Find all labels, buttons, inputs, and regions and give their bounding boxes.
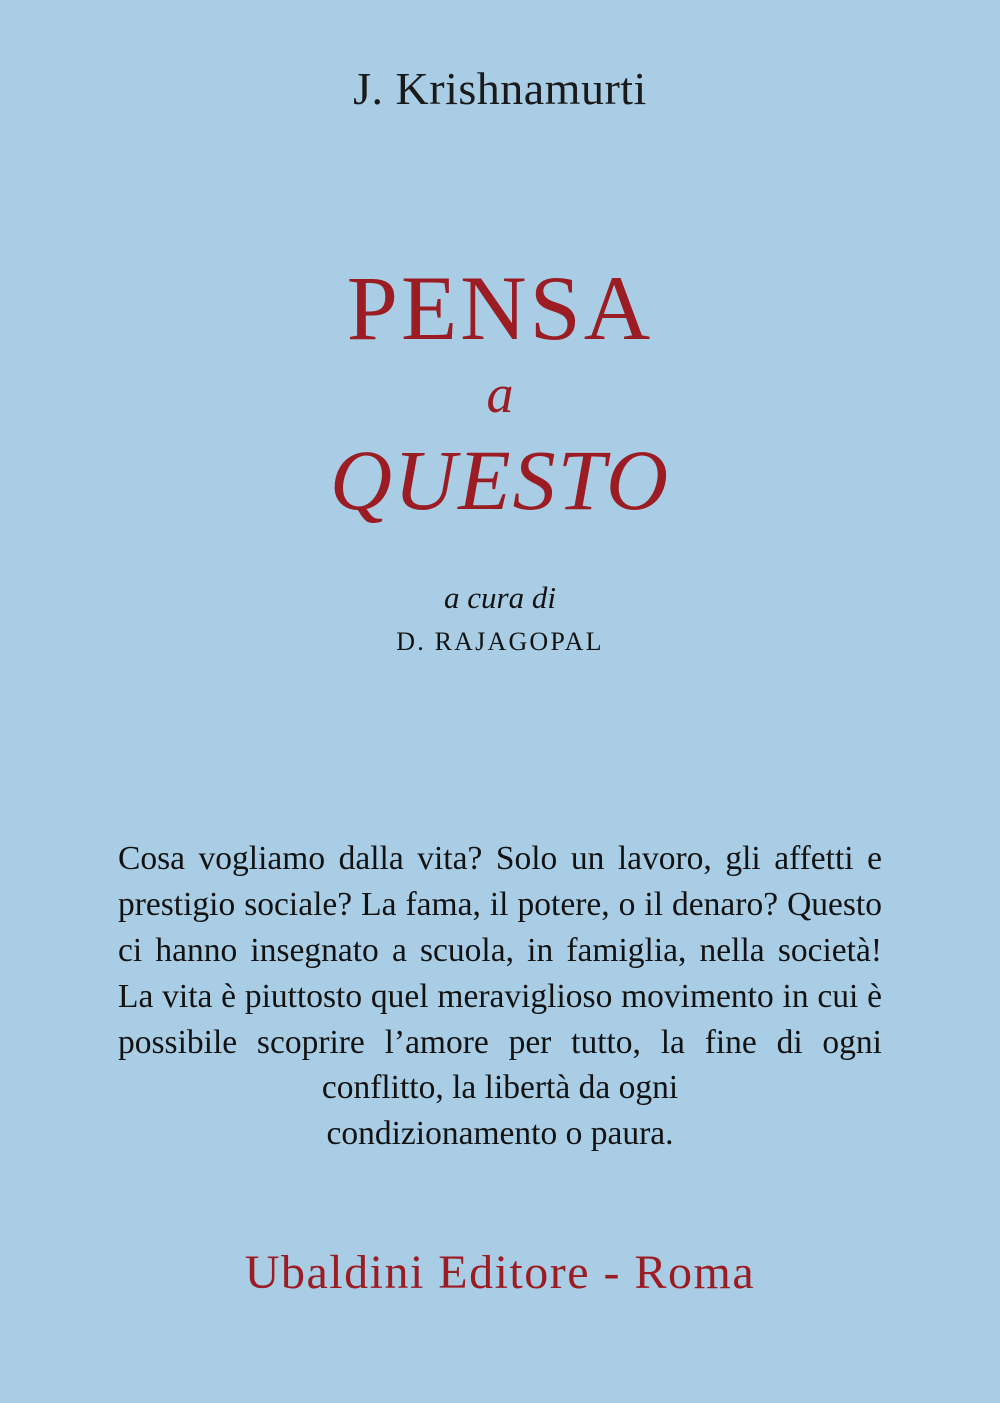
- editor-prefix: a cura di: [444, 580, 556, 615]
- blurb-text: Cosa vogliamo dalla vita? Solo un lavoro, gli affetti e prestigio sociale? La fama, il potere, o il denaro? Questo ci hanno insegnato a scuola, in famiglia, nella società! La vita è piuttosto quel meraviglioso movimento in cui è possibile scoprire l’amore per tutto, la fine di ogni conflitto, la libertà da ogni: [118, 840, 882, 1107]
- book-title: [0, 257, 1000, 528]
- title-line-pensa: PENSA: [346, 257, 654, 359]
- title-line-questo: QUESTO: [329, 432, 671, 528]
- title-line-a: a: [486, 364, 514, 424]
- editor-credit: [0, 578, 1000, 661]
- author-name: J. Krishnamurti: [353, 63, 647, 114]
- cover-blurb: [118, 836, 882, 1157]
- blurb-last-line: condizionamento o paura.: [326, 1115, 674, 1153]
- editor-name: D. RAJAGOPAL: [396, 627, 604, 657]
- publisher-name: Ubaldini Editore - Roma: [244, 1246, 756, 1299]
